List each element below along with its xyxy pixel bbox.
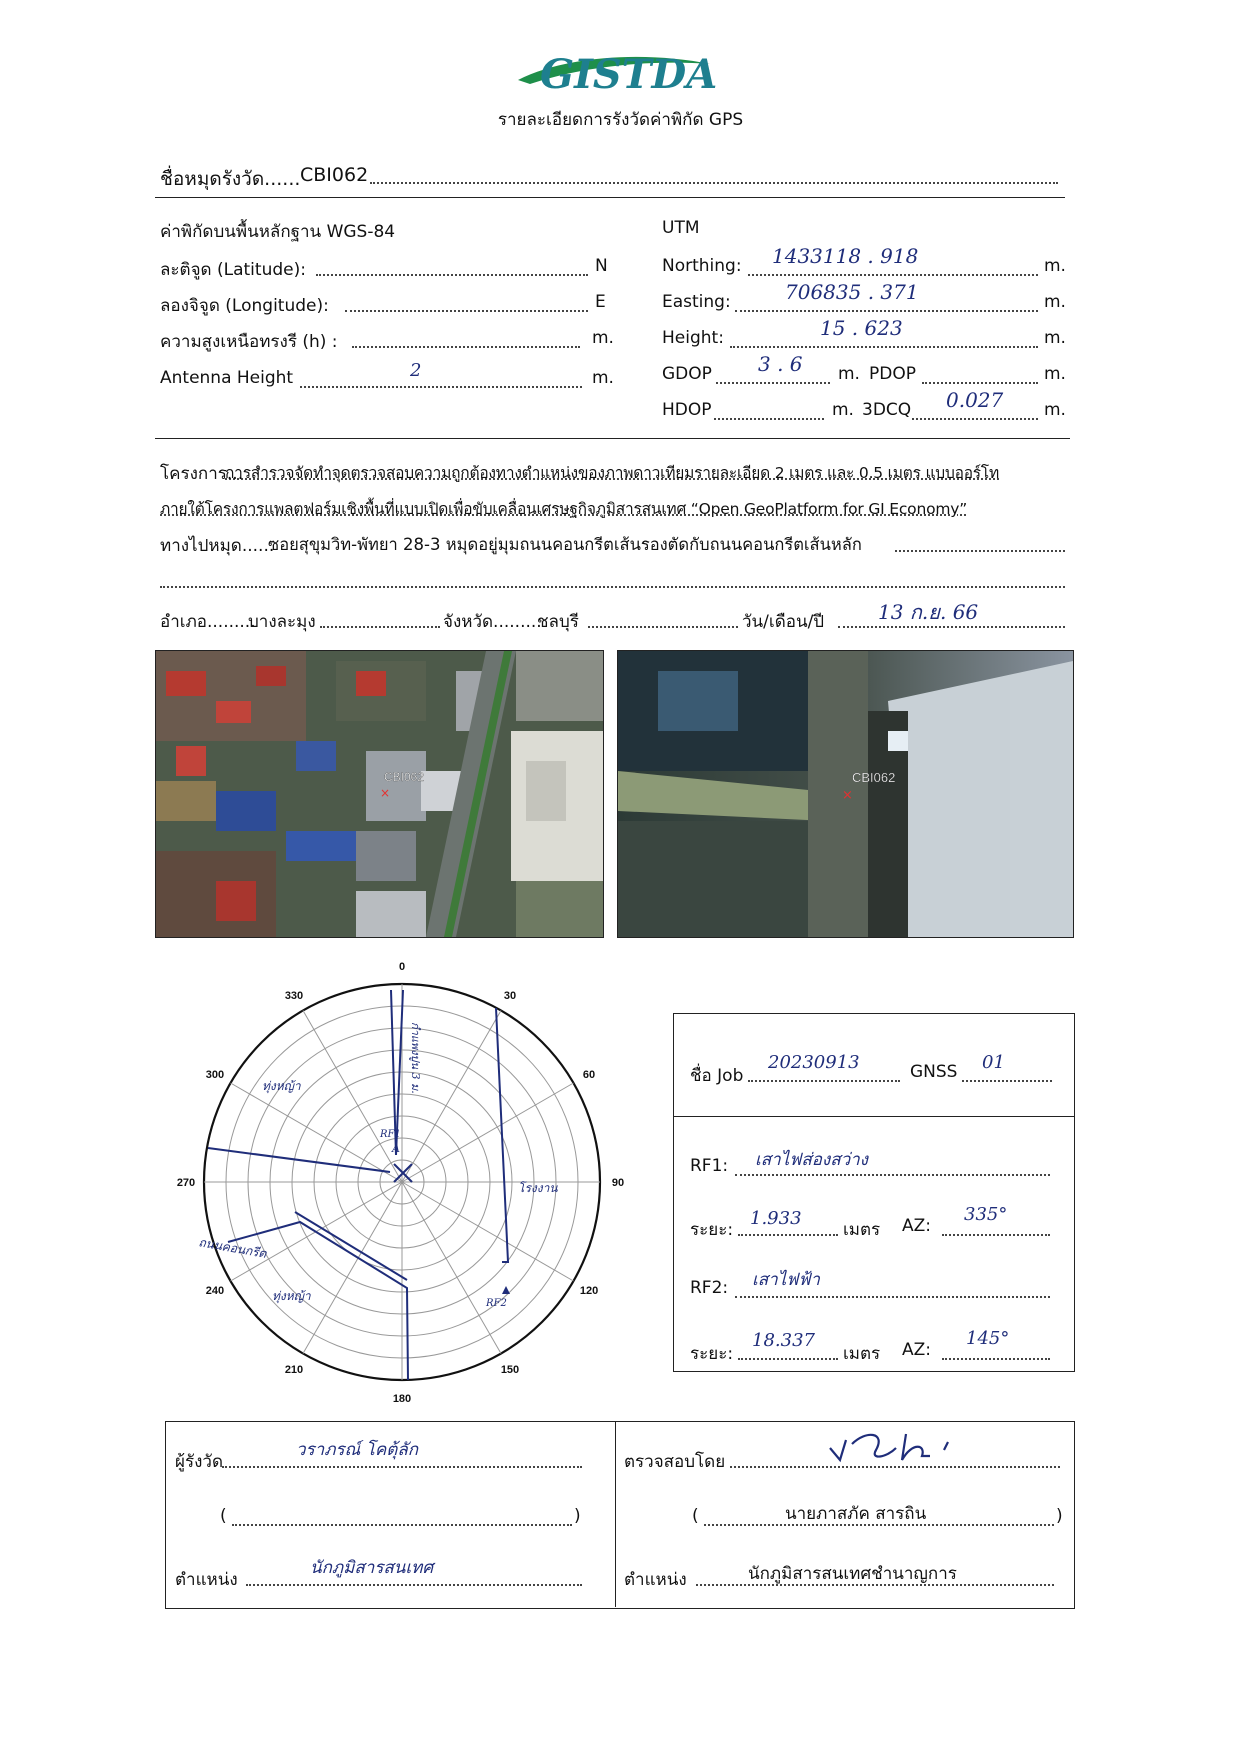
northing-label: Northing:	[662, 256, 742, 276]
amphoe-label: อำเภอ.........	[160, 612, 256, 632]
checker-signature	[826, 1420, 976, 1470]
rf1-label: RF1:	[690, 1156, 729, 1176]
surveyor-label: ผู้รังวัด	[175, 1452, 223, 1472]
rf1-dots	[735, 1174, 1050, 1176]
image-label-left: CBI062	[384, 770, 425, 784]
note-factory: โรงงาน	[518, 1181, 558, 1195]
note-rf2: RF2	[486, 1298, 507, 1309]
gnss-value: 01	[982, 1052, 1005, 1073]
d1-label: ระยะ:	[690, 1220, 734, 1240]
lon-unit: E	[595, 292, 606, 312]
amphoe-dots	[320, 626, 440, 628]
northing-dots	[748, 274, 1038, 276]
skyplot-tick-label: 180	[392, 1393, 412, 1405]
easting-unit: m.	[1044, 292, 1066, 312]
divider-1	[155, 197, 1065, 198]
skyplot-tick-label: 240	[205, 1285, 225, 1297]
skyplot-tick-label: 210	[284, 1364, 304, 1377]
antenna-dots	[300, 386, 582, 388]
rf2-dots	[735, 1296, 1050, 1298]
gnss-dots	[962, 1080, 1052, 1082]
d1-unit: เมตร	[843, 1220, 881, 1240]
pdop-dots	[922, 382, 1038, 384]
obstruction-factory	[496, 1008, 508, 1262]
satellite-image-zoom	[617, 650, 1074, 938]
hdop-label: HDOP	[662, 400, 712, 420]
job-label: ชื่อ Job	[690, 1066, 744, 1086]
dcq-label: 3DCQ	[862, 400, 912, 420]
wgs-heading: ค่าพิกัดบนพื้นหลักฐาน WGS-84	[160, 222, 396, 242]
lat-unit: N	[595, 256, 608, 276]
route-value: ซอยสุขุมวิท-พัทยา 28-3 หมุดอยู่มุมถนนคอนกรีตเส้นรองตัดกับถนนคอนกรีตเส้นหลัก	[268, 535, 862, 554]
note-a: A	[392, 1142, 400, 1155]
surveyor-paren-close: )	[574, 1506, 581, 1526]
gnss-label: GNSS	[910, 1062, 958, 1082]
h-dots	[352, 346, 580, 348]
project-line-2: ภายใต้โครงการแพลตฟอร์มเชิงพื้นที่แบบเปิดเพื่อขับเคลื่อนเศรษฐกิจภูมิสารสนเทศ “Open GeoPlatform for GI Economy”	[160, 500, 968, 518]
rf2-label: RF2:	[690, 1278, 729, 1298]
station-label: ชื่อหมุดรังวัด......	[160, 168, 301, 190]
dcq-unit: m.	[1044, 400, 1066, 420]
pdop-unit: m.	[1044, 364, 1066, 384]
hdop-dots	[714, 418, 824, 420]
skyplot-tick-label: 0	[398, 961, 406, 973]
surveyor-position-dots	[246, 1584, 582, 1586]
note-grass-north: ทุ่งหญ้า	[262, 1079, 301, 1093]
az2-value: 145°	[966, 1328, 1010, 1349]
height-dots	[730, 346, 1038, 348]
marker-left: ×	[380, 786, 391, 800]
checker-position: นักภูมิสารสนเทศชำนาญการ	[748, 1564, 957, 1584]
antenna-label: Antenna Height	[160, 368, 294, 388]
station-dots	[370, 182, 1058, 184]
skyplot-tick-label: 270	[176, 1177, 196, 1189]
divider-2	[155, 438, 1070, 439]
skyplot-tick-label: 330	[284, 989, 304, 1002]
surveyor-position: นักภูมิสารสนเทศ	[310, 1558, 434, 1578]
surveyor-paren-dots	[232, 1524, 572, 1526]
az1-dots	[942, 1234, 1050, 1236]
utm-heading: UTM	[662, 218, 700, 238]
surveyor-position-label: ตำแหน่ง	[175, 1570, 238, 1590]
surveyor-name: วราภรณ์ โคตุ้ลัก	[296, 1440, 418, 1460]
route-dots-2	[160, 586, 1065, 588]
hdop-unit: m.	[832, 400, 854, 420]
marker-right: ×	[842, 788, 853, 803]
height-unit: m.	[1044, 328, 1066, 348]
project-line-1: การสำรวจจัดทำจุดตรวจสอบความถูกต้องทางตำแหน่งของภาพดาวเทียมรายละเอียด 2 เมตร และ 0.5 เมตร แบบออร์โท	[225, 464, 1000, 482]
skyplot-tick-label: 60	[582, 1069, 596, 1081]
obstruction-line-west	[208, 1148, 390, 1172]
lat-dots	[316, 274, 588, 276]
skyplot	[150, 950, 630, 1420]
skyplot-tick-label: 150	[500, 1364, 520, 1377]
height-label: Height:	[662, 328, 724, 348]
skyplot-tick-label: 300	[205, 1069, 225, 1081]
province-value: ชลบุรี	[537, 612, 579, 632]
job-value: 20230913	[768, 1052, 860, 1073]
note-grass-south: ทุ่งหญ้า	[272, 1289, 311, 1303]
job-box-divider	[673, 1116, 1074, 1117]
easting-label: Easting:	[662, 292, 731, 312]
gdop-dots	[716, 382, 830, 384]
checker-paren-close: )	[1056, 1506, 1063, 1526]
d1-dots	[738, 1234, 838, 1236]
surveyor-dots	[222, 1466, 582, 1468]
d1-value: 1.933	[750, 1208, 802, 1229]
station-value: CBI062	[300, 164, 369, 186]
skyplot-tick-label: 90	[611, 1177, 625, 1189]
dcq-value: 0.027	[946, 388, 1004, 412]
h-unit: m.	[592, 328, 614, 348]
project-label: โครงการ...	[160, 464, 244, 484]
easting-dots	[735, 310, 1038, 312]
route-label: ทางไปหมุด......	[160, 536, 275, 556]
lon-label: ลองจิจูด (Longitude):	[160, 296, 329, 316]
checker-label: ตรวจสอบโดย	[624, 1452, 726, 1472]
gistda-logo	[510, 34, 730, 102]
lat-label: ละติจูด (Latitude):	[160, 260, 306, 280]
signoff-divider	[615, 1421, 616, 1607]
date-label: วัน/เดือน/ปี	[742, 612, 825, 632]
lon-dots	[345, 310, 588, 312]
route-dots	[895, 550, 1065, 552]
satellite-image-overview	[155, 650, 604, 938]
page-title: รายละเอียดการรังวัดค่าพิกัด GPS	[497, 110, 744, 130]
pdop-label: PDOP	[869, 364, 916, 384]
northing-unit: m.	[1044, 256, 1066, 276]
az1-label: AZ:	[902, 1216, 932, 1236]
northing-value: 1433118 . 918	[772, 244, 919, 268]
gdop-label: GDOP	[662, 364, 712, 384]
rf2-value: เสาไฟฟ้า	[752, 1270, 820, 1290]
d2-label: ระยะ:	[690, 1344, 734, 1364]
checker-name: นายภาสภัค สารถิน	[785, 1504, 927, 1524]
rf1-value: เสาไฟส่องสว่าง	[755, 1150, 868, 1170]
note-rf1: RF1	[380, 1129, 401, 1140]
gdop-value: 3 . 6	[758, 352, 803, 376]
logo-text: GISTDA	[540, 51, 718, 98]
antenna-value: 2	[410, 360, 422, 381]
height-value: 15 . 623	[820, 316, 903, 340]
province-dots	[588, 626, 738, 628]
az2-label: AZ:	[902, 1340, 932, 1360]
image-label-right: CBI062	[852, 770, 896, 785]
d2-unit: เมตร	[843, 1344, 881, 1364]
d2-dots	[738, 1358, 838, 1360]
gdop-unit: m.	[838, 364, 860, 384]
job-dots	[748, 1080, 900, 1082]
skyplot-tick-label: 120	[579, 1285, 599, 1297]
h-label: ความสูงเหนือทรงรี (h) :	[160, 332, 338, 352]
antenna-unit: m.	[592, 368, 614, 388]
az1-value: 335°	[964, 1204, 1008, 1225]
checker-paren-open: (	[692, 1506, 699, 1526]
date-value: 13 ก.ย. 66	[878, 600, 979, 624]
note-wall: กำแพงปูน 3 ม.	[409, 1022, 422, 1094]
d2-value: 18.337	[752, 1330, 815, 1351]
easting-value: 706835 . 371	[785, 280, 919, 304]
az2-dots	[942, 1358, 1050, 1360]
skyplot-tick-label: 30	[503, 989, 517, 1002]
surveyor-paren-open: (	[220, 1506, 227, 1526]
province-label: จังหวัด.........	[443, 612, 542, 632]
dcq-dots	[912, 418, 1038, 420]
checker-position-label: ตำแหน่ง	[624, 1570, 687, 1590]
rf2-mark	[502, 1286, 510, 1294]
note-concrete-road: ถนนคอนกรีต	[197, 1235, 268, 1261]
amphoe-value: บางละมุง	[248, 612, 316, 632]
